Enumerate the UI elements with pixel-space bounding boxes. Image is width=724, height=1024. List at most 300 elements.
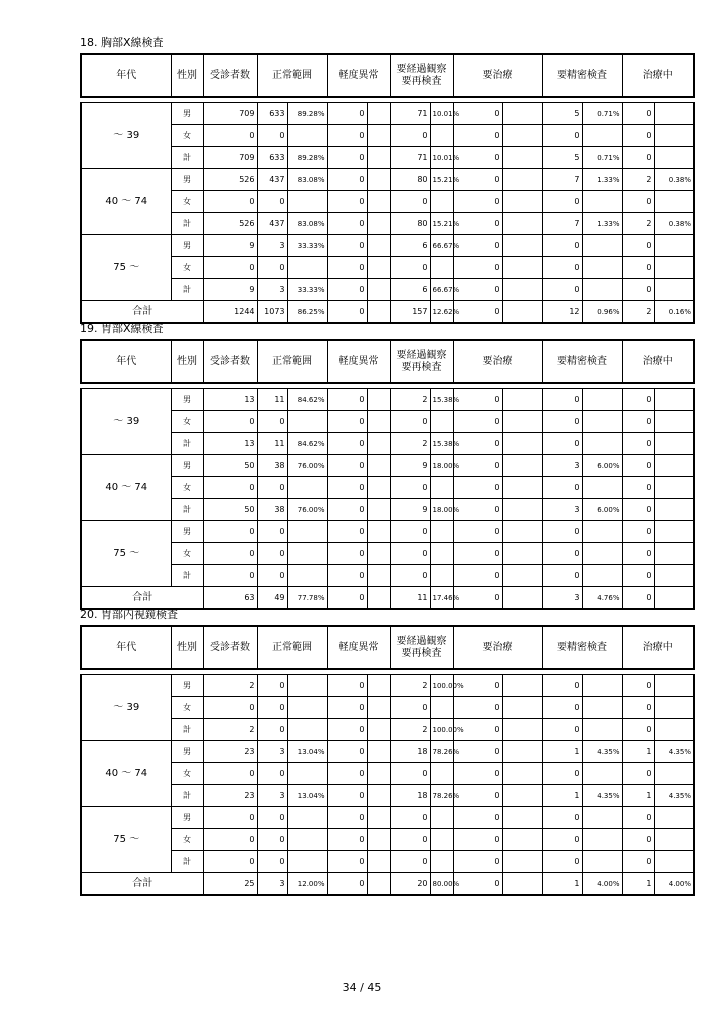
normal-count-cell: 38 [257, 499, 287, 521]
normal-percent-cell [287, 543, 327, 565]
total-mild-percent-cell [367, 873, 390, 896]
total-follow-percent-cell: 80.00% [430, 873, 453, 896]
header-normal: 正常範囲 [257, 626, 327, 669]
mild-percent-cell [367, 807, 390, 829]
detailed-percent-cell [582, 543, 622, 565]
normal-percent-cell [287, 125, 327, 147]
examinees-cell: 9 [203, 279, 257, 301]
normal-percent-cell: 13.04% [287, 741, 327, 763]
detailed-count-cell: 0 [542, 565, 582, 587]
mild-count-cell: 0 [327, 565, 367, 587]
follow-count-cell: 0 [390, 543, 430, 565]
detailed-percent-cell [582, 565, 622, 587]
normal-count-cell: 3 [257, 741, 287, 763]
normal-percent-cell [287, 719, 327, 741]
total-follow-percent-cell: 12.62% [430, 301, 453, 324]
treatment-count-cell: 0 [453, 389, 502, 411]
examinees-cell: 709 [203, 103, 257, 125]
follow-percent-cell: 78.26% [430, 741, 453, 763]
normal-count-cell: 11 [257, 433, 287, 455]
treatment-percent-cell [502, 697, 542, 719]
sex-cell: 男 [171, 455, 203, 477]
treatment-percent-cell [502, 829, 542, 851]
follow-percent-cell [430, 565, 453, 587]
age-group-cell: ～ 39 [81, 103, 171, 169]
total-examinees-cell: 25 [203, 873, 257, 896]
normal-count-cell: 633 [257, 147, 287, 169]
total-detailed-percent-cell: 0.96% [582, 301, 622, 324]
header-row [81, 626, 694, 669]
table-row [81, 697, 694, 719]
normal-percent-cell: 83.08% [287, 169, 327, 191]
follow-count-cell: 9 [390, 455, 430, 477]
normal-count-cell: 0 [257, 851, 287, 873]
age-group-cell: 40 ～ 74 [81, 455, 171, 521]
table-row [81, 499, 694, 521]
treatment-count-cell: 0 [453, 521, 502, 543]
mild-percent-cell [367, 499, 390, 521]
mild-count-cell: 0 [327, 411, 367, 433]
detailed-percent-cell [582, 191, 622, 213]
treatment-percent-cell [502, 169, 542, 191]
table-row [81, 103, 694, 125]
table-row [81, 147, 694, 169]
detailed-count-cell: 0 [542, 851, 582, 873]
treatment-percent-cell [502, 741, 542, 763]
age-group-cell: 75 ～ [81, 235, 171, 301]
follow-percent-cell [430, 125, 453, 147]
header-detailed: 要精密検査 [542, 626, 622, 669]
follow-count-cell: 0 [390, 125, 430, 147]
follow-percent-cell: 18.00% [430, 455, 453, 477]
follow-count-cell: 80 [390, 213, 430, 235]
mild-percent-cell [367, 213, 390, 235]
under-treatment-percent-cell [654, 477, 694, 499]
under-treatment-percent-cell [654, 257, 694, 279]
under-treatment-percent-cell [654, 455, 694, 477]
follow-percent-cell [430, 851, 453, 873]
normal-percent-cell: 13.04% [287, 785, 327, 807]
follow-count-cell: 80 [390, 169, 430, 191]
examinees-cell: 0 [203, 763, 257, 785]
sex-cell: 女 [171, 763, 203, 785]
under-treatment-count-cell: 1 [622, 741, 654, 763]
follow-percent-cell [430, 477, 453, 499]
follow-percent-cell: 15.38% [430, 433, 453, 455]
mild-percent-cell [367, 411, 390, 433]
normal-count-cell: 11 [257, 389, 287, 411]
mild-count-cell: 0 [327, 785, 367, 807]
mild-percent-cell [367, 565, 390, 587]
treatment-percent-cell [502, 279, 542, 301]
table-row [81, 213, 694, 235]
examinees-cell: 23 [203, 785, 257, 807]
treatment-percent-cell [502, 499, 542, 521]
header-follow [390, 340, 453, 383]
normal-percent-cell: 76.00% [287, 455, 327, 477]
examinees-cell: 2 [203, 719, 257, 741]
treatment-count-cell: 0 [453, 433, 502, 455]
normal-percent-cell: 89.28% [287, 103, 327, 125]
follow-percent-cell: 15.38% [430, 389, 453, 411]
detailed-percent-cell [582, 719, 622, 741]
under-treatment-count-cell: 0 [622, 719, 654, 741]
mild-count-cell: 0 [327, 103, 367, 125]
total-treatment-percent-cell [502, 873, 542, 896]
sex-cell: 計 [171, 565, 203, 587]
examinees-cell: 0 [203, 851, 257, 873]
mild-percent-cell [367, 785, 390, 807]
sex-cell: 男 [171, 103, 203, 125]
under-treatment-count-cell: 0 [622, 191, 654, 213]
total-follow-percent-cell: 17.46% [430, 587, 453, 610]
table-row [81, 763, 694, 785]
follow-count-cell: 9 [390, 499, 430, 521]
total-normal-percent-cell: 77.78% [287, 587, 327, 610]
detailed-count-cell: 0 [542, 257, 582, 279]
normal-percent-cell [287, 565, 327, 587]
normal-percent-cell [287, 829, 327, 851]
mild-count-cell: 0 [327, 499, 367, 521]
section-title: 20. 胃部内視鏡検査 [80, 608, 178, 621]
total-detailed-count-cell: 12 [542, 301, 582, 324]
detailed-percent-cell [582, 697, 622, 719]
examinees-cell: 709 [203, 147, 257, 169]
follow-count-cell: 18 [390, 785, 430, 807]
mild-count-cell: 0 [327, 477, 367, 499]
treatment-percent-cell [502, 235, 542, 257]
treatment-count-cell: 0 [453, 499, 502, 521]
normal-count-cell: 0 [257, 807, 287, 829]
under-treatment-percent-cell: 4.35% [654, 741, 694, 763]
detailed-percent-cell [582, 763, 622, 785]
detailed-count-cell: 0 [542, 235, 582, 257]
normal-count-cell: 0 [257, 257, 287, 279]
normal-percent-cell: 76.00% [287, 499, 327, 521]
page-number: 34 / 45 [342, 981, 382, 994]
total-label: 合計 [81, 587, 203, 610]
mild-count-cell: 0 [327, 675, 367, 697]
examinees-cell: 0 [203, 257, 257, 279]
normal-percent-cell [287, 807, 327, 829]
follow-percent-cell: 15.21% [430, 169, 453, 191]
sex-cell: 計 [171, 213, 203, 235]
under-treatment-count-cell: 0 [622, 829, 654, 851]
treatment-percent-cell [502, 455, 542, 477]
follow-percent-cell: 100.00% [430, 719, 453, 741]
total-row [81, 587, 694, 610]
table-row [81, 785, 694, 807]
normal-count-cell: 3 [257, 279, 287, 301]
mild-count-cell: 0 [327, 213, 367, 235]
under-treatment-count-cell: 0 [622, 807, 654, 829]
under-treatment-percent-cell [654, 125, 694, 147]
follow-percent-cell: 100.00% [430, 675, 453, 697]
header-under-treatment: 治療中 [622, 54, 694, 97]
normal-percent-cell: 33.33% [287, 235, 327, 257]
treatment-count-cell: 0 [453, 675, 502, 697]
under-treatment-percent-cell [654, 697, 694, 719]
treatment-count-cell: 0 [453, 257, 502, 279]
header-follow-line2: 要再検査 [401, 647, 442, 659]
header-sex: 性別 [171, 626, 203, 669]
sex-cell: 男 [171, 521, 203, 543]
mild-percent-cell [367, 279, 390, 301]
total-examinees-cell: 1244 [203, 301, 257, 324]
under-treatment-percent-cell [654, 565, 694, 587]
follow-percent-cell [430, 697, 453, 719]
sex-cell: 女 [171, 697, 203, 719]
examinees-cell: 0 [203, 807, 257, 829]
follow-count-cell: 0 [390, 521, 430, 543]
mild-percent-cell [367, 719, 390, 741]
follow-percent-cell: 78.26% [430, 785, 453, 807]
header-age: 年代 [81, 626, 171, 669]
mild-count-cell: 0 [327, 125, 367, 147]
treatment-count-cell: 0 [453, 741, 502, 763]
follow-count-cell: 0 [390, 257, 430, 279]
normal-percent-cell: 83.08% [287, 213, 327, 235]
under-treatment-count-cell: 0 [622, 389, 654, 411]
treatment-percent-cell [502, 433, 542, 455]
under-treatment-percent-cell [654, 521, 694, 543]
under-treatment-count-cell: 0 [622, 499, 654, 521]
results-table [80, 53, 695, 324]
mild-count-cell: 0 [327, 147, 367, 169]
under-treatment-count-cell: 0 [622, 455, 654, 477]
follow-count-cell: 0 [390, 411, 430, 433]
treatment-percent-cell [502, 147, 542, 169]
under-treatment-percent-cell [654, 191, 694, 213]
header-normal: 正常範囲 [257, 54, 327, 97]
sex-cell: 計 [171, 147, 203, 169]
follow-count-cell: 6 [390, 235, 430, 257]
mild-count-cell: 0 [327, 719, 367, 741]
age-group-cell: 75 ～ [81, 521, 171, 587]
treatment-percent-cell [502, 125, 542, 147]
header-examinees: 受診者数 [203, 340, 257, 383]
table-row [81, 851, 694, 873]
treatment-count-cell: 0 [453, 235, 502, 257]
detailed-percent-cell: 6.00% [582, 455, 622, 477]
header-examinees: 受診者数 [203, 626, 257, 669]
detailed-percent-cell [582, 829, 622, 851]
mild-percent-cell [367, 125, 390, 147]
header-follow-line2: 要再検査 [401, 361, 442, 373]
under-treatment-count-cell: 0 [622, 543, 654, 565]
mild-percent-cell [367, 455, 390, 477]
treatment-percent-cell [502, 543, 542, 565]
header-treatment: 要治療 [453, 626, 542, 669]
under-treatment-percent-cell [654, 411, 694, 433]
detailed-percent-cell [582, 433, 622, 455]
under-treatment-count-cell: 0 [622, 147, 654, 169]
treatment-percent-cell [502, 785, 542, 807]
detailed-count-cell: 5 [542, 103, 582, 125]
follow-count-cell: 2 [390, 719, 430, 741]
follow-percent-cell [430, 543, 453, 565]
mild-count-cell: 0 [327, 191, 367, 213]
table-row [81, 521, 694, 543]
under-treatment-count-cell: 0 [622, 675, 654, 697]
normal-count-cell: 0 [257, 697, 287, 719]
detailed-percent-cell: 0.71% [582, 147, 622, 169]
sex-cell: 男 [171, 675, 203, 697]
examinees-cell: 50 [203, 499, 257, 521]
total-examinees-cell: 63 [203, 587, 257, 610]
mild-percent-cell [367, 433, 390, 455]
follow-count-cell: 0 [390, 477, 430, 499]
under-treatment-count-cell: 0 [622, 257, 654, 279]
treatment-count-cell: 0 [453, 807, 502, 829]
detailed-percent-cell: 0.71% [582, 103, 622, 125]
under-treatment-count-cell: 0 [622, 433, 654, 455]
table-row [81, 807, 694, 829]
header-follow [390, 54, 453, 97]
age-group-cell: ～ 39 [81, 389, 171, 455]
total-under-treatment-percent-cell: 0.16% [654, 301, 694, 324]
normal-count-cell: 0 [257, 565, 287, 587]
follow-count-cell: 6 [390, 279, 430, 301]
mild-count-cell: 0 [327, 455, 367, 477]
mild-percent-cell [367, 543, 390, 565]
examinees-cell: 2 [203, 675, 257, 697]
mild-percent-cell [367, 235, 390, 257]
normal-percent-cell [287, 675, 327, 697]
total-under-treatment-percent-cell: 4.00% [654, 873, 694, 896]
follow-count-cell: 71 [390, 147, 430, 169]
normal-count-cell: 3 [257, 785, 287, 807]
follow-count-cell: 0 [390, 829, 430, 851]
sex-cell: 男 [171, 807, 203, 829]
mild-count-cell: 0 [327, 851, 367, 873]
header-row [81, 340, 694, 383]
header-detailed: 要精密検査 [542, 340, 622, 383]
sex-cell: 計 [171, 851, 203, 873]
examinees-cell: 0 [203, 411, 257, 433]
total-label: 合計 [81, 301, 203, 324]
age-group-cell: 40 ～ 74 [81, 741, 171, 807]
detailed-count-cell: 0 [542, 675, 582, 697]
follow-percent-cell [430, 763, 453, 785]
total-normal-percent-cell: 12.00% [287, 873, 327, 896]
under-treatment-count-cell: 0 [622, 125, 654, 147]
normal-count-cell: 0 [257, 411, 287, 433]
under-treatment-count-cell: 0 [622, 279, 654, 301]
follow-count-cell: 0 [390, 697, 430, 719]
examinees-cell: 13 [203, 433, 257, 455]
treatment-count-cell: 0 [453, 147, 502, 169]
normal-count-cell: 38 [257, 455, 287, 477]
treatment-percent-cell [502, 191, 542, 213]
sex-cell: 男 [171, 741, 203, 763]
treatment-percent-cell [502, 763, 542, 785]
total-mild-percent-cell [367, 301, 390, 324]
follow-percent-cell: 66.67% [430, 279, 453, 301]
table-row [81, 235, 694, 257]
follow-count-cell: 0 [390, 807, 430, 829]
follow-percent-cell [430, 257, 453, 279]
header-sex: 性別 [171, 340, 203, 383]
mild-count-cell: 0 [327, 543, 367, 565]
under-treatment-count-cell: 0 [622, 697, 654, 719]
examinees-cell: 13 [203, 389, 257, 411]
normal-percent-cell [287, 191, 327, 213]
detailed-count-cell: 5 [542, 147, 582, 169]
follow-percent-cell: 18.00% [430, 499, 453, 521]
detailed-count-cell: 7 [542, 169, 582, 191]
sex-cell: 男 [171, 169, 203, 191]
header-follow-line2: 要再検査 [401, 75, 442, 87]
mild-count-cell: 0 [327, 697, 367, 719]
detailed-count-cell: 0 [542, 829, 582, 851]
normal-count-cell: 0 [257, 521, 287, 543]
table-row [81, 455, 694, 477]
treatment-percent-cell [502, 477, 542, 499]
mild-count-cell: 0 [327, 235, 367, 257]
mild-percent-cell [367, 257, 390, 279]
under-treatment-percent-cell: 0.38% [654, 213, 694, 235]
total-mild-count-cell: 0 [327, 301, 367, 324]
total-detailed-percent-cell: 4.00% [582, 873, 622, 896]
normal-percent-cell [287, 521, 327, 543]
sex-cell: 計 [171, 499, 203, 521]
sex-cell: 女 [171, 829, 203, 851]
normal-percent-cell: 84.62% [287, 433, 327, 455]
detailed-count-cell: 0 [542, 697, 582, 719]
detailed-percent-cell [582, 279, 622, 301]
treatment-count-cell: 0 [453, 455, 502, 477]
header-age: 年代 [81, 340, 171, 383]
normal-percent-cell: 33.33% [287, 279, 327, 301]
total-treatment-percent-cell [502, 301, 542, 324]
detailed-percent-cell [582, 675, 622, 697]
treatment-count-cell: 0 [453, 125, 502, 147]
total-under-treatment-count-cell: 0 [622, 587, 654, 610]
normal-percent-cell [287, 477, 327, 499]
detailed-count-cell: 0 [542, 125, 582, 147]
under-treatment-count-cell: 0 [622, 851, 654, 873]
under-treatment-count-cell: 0 [622, 411, 654, 433]
detailed-count-cell: 0 [542, 521, 582, 543]
detailed-percent-cell: 1.33% [582, 169, 622, 191]
total-label: 合計 [81, 873, 203, 896]
normal-percent-cell [287, 697, 327, 719]
mild-percent-cell [367, 147, 390, 169]
table-row [81, 477, 694, 499]
follow-count-cell: 2 [390, 389, 430, 411]
examinees-cell: 526 [203, 169, 257, 191]
under-treatment-percent-cell: 0.38% [654, 169, 694, 191]
detailed-count-cell: 0 [542, 279, 582, 301]
treatment-percent-cell [502, 565, 542, 587]
under-treatment-percent-cell [654, 543, 694, 565]
mild-percent-cell [367, 829, 390, 851]
normal-count-cell: 0 [257, 763, 287, 785]
under-treatment-count-cell: 1 [622, 785, 654, 807]
header-follow [390, 626, 453, 669]
under-treatment-percent-cell [654, 147, 694, 169]
table-row [81, 257, 694, 279]
detailed-percent-cell [582, 851, 622, 873]
examinees-cell: 23 [203, 741, 257, 763]
sex-cell: 女 [171, 477, 203, 499]
total-detailed-percent-cell: 4.76% [582, 587, 622, 610]
mild-count-cell: 0 [327, 169, 367, 191]
sex-cell: 女 [171, 411, 203, 433]
treatment-count-cell: 0 [453, 213, 502, 235]
follow-percent-cell: 66.67% [430, 235, 453, 257]
